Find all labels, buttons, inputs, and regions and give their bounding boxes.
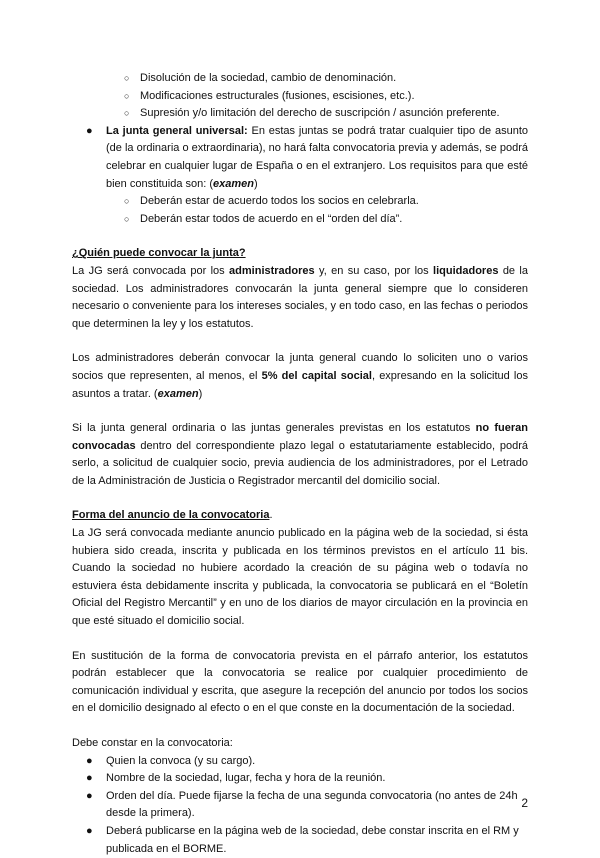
exam-tag: examen xyxy=(213,177,254,190)
text-run: de la sociedad. Los administradores convocarán la junta general siempre que lo consideren necesario o conveniente para los intereses sociales, y en todo caso, en las fechas o periodos que determinen la ley y los estatutos. xyxy=(72,264,528,330)
bullet-icon: ● xyxy=(86,789,93,802)
list-item: ○ Supresión y/o limitación del derecho de suscripción / asunción preferente. xyxy=(124,105,528,123)
item-text: Quien la convoca (y su cargo). xyxy=(106,754,256,767)
list-item: ○ Modificaciones estructurales (fusiones, escisiones, etc.). xyxy=(124,88,528,106)
bold-run: administradores xyxy=(229,264,315,277)
page-number: 2 xyxy=(521,796,528,810)
spacer xyxy=(72,718,528,735)
bold-run: no fueran convocadas xyxy=(72,422,528,452)
text-run: y, en su caso, por los xyxy=(314,264,434,277)
heading-text: Forma del anuncio de la convocatoria xyxy=(72,509,270,522)
bullet-icon: ● xyxy=(86,824,93,837)
list-item: ○ Deberán estar todos de acuerdo en el “orden del día”. xyxy=(124,211,528,229)
bullet-icon: ● xyxy=(86,124,93,137)
heading-dot: . xyxy=(269,509,273,522)
paragraph-quien-2 xyxy=(72,350,528,403)
item-text: Deberá publicarse en la página web de la sociedad, debe constar inscrita en el RM y publicada en el BORME. xyxy=(106,824,519,855)
spacer xyxy=(72,403,528,420)
text-run: Los administradores deberán convocar la junta general cuando lo soliciten uno o varios socios que representen, al menos, el xyxy=(72,352,528,382)
list-item: ○ Disolución de la sociedad, cambio de denominación. xyxy=(124,70,528,88)
paren-close: ) xyxy=(198,387,203,400)
universal-label: La junta general universal: xyxy=(106,124,248,137)
list-item xyxy=(86,770,528,788)
section-heading-quien: ¿Quién puede convocar la junta? xyxy=(72,247,246,260)
requirements-list xyxy=(106,193,528,228)
item-text: Nombre de la sociedad, lugar, fecha y hora de la reunión. xyxy=(106,772,386,785)
list-item xyxy=(86,753,528,771)
spacer xyxy=(72,631,528,648)
paragraph-forma-3: Debe constar en la convocatoria: xyxy=(72,737,233,749)
text-run: Si la junta general ordinaria o las juntas generales previstas en los estatutos xyxy=(72,422,476,435)
list-item: ○ Deberán estar de acuerdo todos los socios en celebrarla. xyxy=(124,193,528,211)
paragraph-quien-3 xyxy=(72,420,528,490)
bullet-icon: ● xyxy=(86,754,93,767)
list-item xyxy=(86,823,528,858)
universal-list xyxy=(72,123,528,229)
universal-body: En estas juntas se podrá tratar cualquier tipo de asunto (de la ordinaria o extraordinaria), no hará falta convocatoria previa y además, se podrá celebrar en cualquier lugar de España o en el extranjero. Los requisitos para que esté bien constituida son: ( xyxy=(106,124,529,190)
section-heading-forma xyxy=(72,507,528,525)
text-run: La JG será convocada por los xyxy=(72,264,230,277)
convocatoria-list xyxy=(72,753,528,858)
paragraph-forma-1: La JG será convocada mediante anuncio publicado en la página web de la sociedad, si ésta hubiera sido creada, inscrita y publicada en los términos previstos en el artículo 11 bis. Cuando la sociedad no hubiere acordado la creación de su página web o todavía no estuviera ésta debidamente inscrita y publicada, la convocatoria se publicará en el “Boletín Oficial del Registro Mercantil” y en uno de los diarios de mayor circulación en la provincia en que esté situado el domicilio social. xyxy=(72,527,528,628)
spacer xyxy=(72,333,528,350)
paragraph-forma-2: En sustitución de la forma de convocatoria prevista en el párrafo anterior, los estatutos podrán establecer que la convocatoria se realice por cualquier procedimiento de comunicación individual y escrita, que asegure la recepción del anuncio por todos los socios en el domicilio designado al efecto o en el que conste en la documentación de la sociedad. xyxy=(72,649,528,715)
list-item xyxy=(86,788,528,823)
bullet-icon: ● xyxy=(86,772,93,785)
bold-run: 5% del capital social xyxy=(261,369,372,382)
sub-list-top xyxy=(72,70,528,123)
exam-tag: examen xyxy=(157,387,199,400)
text-run: dentro del correspondiente plazo legal o estatutariamente establecido, podrá serlo, a solicitud de cualquier socio, previa audiencia de los administradores, por el Letrado de la Administración de Justicia o Registrador mercantil del domicilio social. xyxy=(72,439,528,487)
universal-item xyxy=(86,123,529,229)
paragraph-quien-1 xyxy=(72,263,528,333)
paren-close: ) xyxy=(254,177,258,190)
bold-run: liquidadores xyxy=(433,264,499,277)
item-text: Orden del día. Puede fijarse la fecha de una segunda convocatoria (no antes de 24h desde la primera). xyxy=(106,789,518,820)
text-run: , expresando en la solicitud los asuntos a tratar. ( xyxy=(72,369,528,400)
document-body xyxy=(72,70,528,858)
universal-text xyxy=(106,123,528,193)
